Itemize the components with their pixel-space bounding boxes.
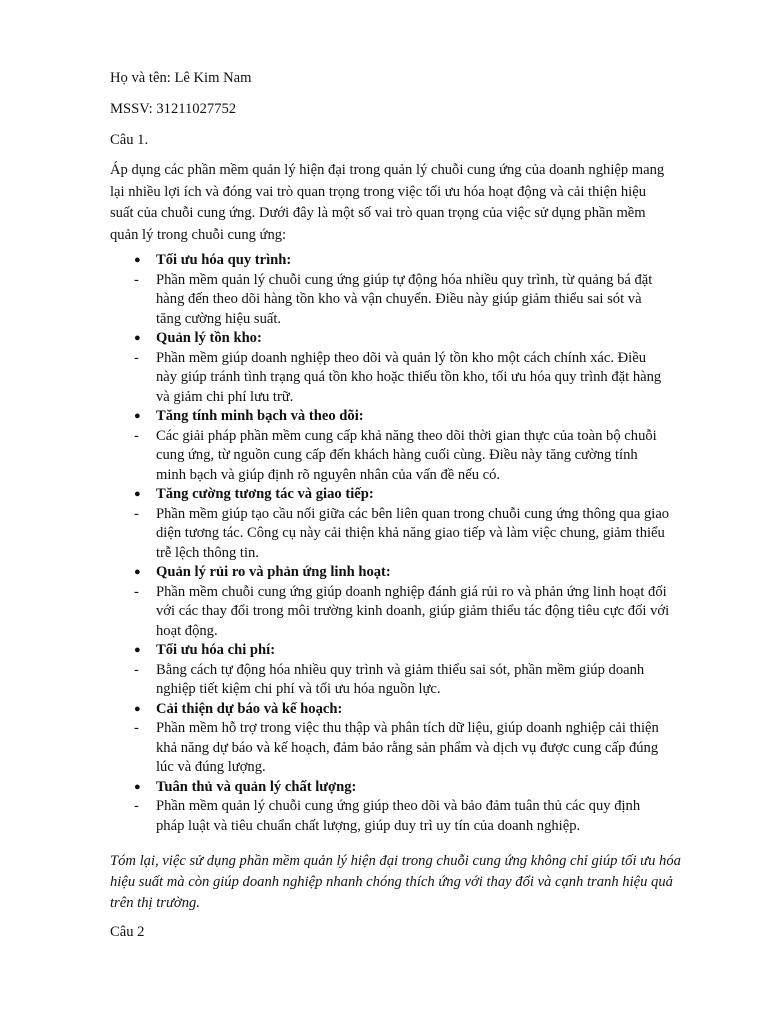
summary-paragraph: Tóm lại, việc sử dụng phần mềm quản lý hiện đại trong chuỗi cung ứng không chỉ giúp tối ưu hóa hiệu suất mà còn giúp doanh nghiệp nhanh chóng thích ứng với thay đổi và cạnh tranh hiệu quả trên thị trường.: [110, 853, 681, 911]
bullet-icon: ●: [134, 254, 141, 266]
item-title: Tuân thủ và quản lý chất lượng:: [156, 778, 357, 795]
dash-marker: -: [134, 720, 139, 736]
bullet-icon: ●: [134, 780, 141, 793]
dash-marker: -: [134, 427, 139, 444]
bullet-icon: ●: [134, 566, 141, 578]
dash-marker: -: [134, 583, 139, 600]
item-body: Phần mềm quản lý chuỗi cung ứng giúp tự động hóa nhiều quy trình, từ quảng bá đặt hàng đến theo dõi hàng tồn kho và vận chuyển. Điều này giúp giảm thiểu sai sót và tăng cường hiệu suất.: [156, 271, 653, 327]
list-item: [110, 778, 670, 837]
item-body: Bằng cách tự động hóa nhiều quy trình và giảm thiểu sai sót, phần mềm giúp doanh nghiệp tiết kiệm chi phí và tối ưu hóa nguồn lực.: [156, 661, 645, 697]
list-item: [110, 563, 670, 641]
item-body: Các giải pháp phần mềm cung cấp khả năng theo dõi thời gian thực của toàn bộ chuỗi cung ứng, từ nguồn cung cấp đến khách hàng cuối cùng. Điều này tăng cường tính minh bạch và giúp định rõ nguyên nhân của vấn đề nếu có.: [156, 427, 657, 483]
dash-marker: -: [134, 271, 139, 288]
dash-marker: -: [134, 349, 139, 366]
list-item: [110, 700, 670, 778]
bullet-icon: ●: [134, 332, 141, 344]
item-title: Cải thiện dự báo và kế hoạch:: [156, 700, 343, 717]
intro-paragraph: Áp dụng các phần mềm quản lý hiện đại trong quản lý chuỗi cung ứng của doanh nghiệp mang lại nhiều lợi ích và đóng vai trò quan trọng trong việc tối ưu hóa hoạt động và cải thiện hiệu suất của chuỗi cung ứng. Dưới đây là một số vai trò quan trọng của việc sử dụng phần mềm quản lý trong chuỗi cung ứng:: [110, 162, 665, 243]
student-name: Họ và tên: Lê Kim Nam: [110, 70, 252, 86]
item-title: Tối ưu hóa quy trình:: [156, 252, 292, 268]
question-1-heading: Câu 1.: [110, 132, 149, 148]
item-body: Phần mềm hỗ trợ trong việc thu thập và phân tích dữ liệu, giúp doanh nghiệp cải thiện khả năng dự báo và kế hoạch, đảm bảo rằng sản phẩm và dịch vụ được cung cấp đúng lúc và đúng lượng.: [156, 720, 659, 775]
item-body: Phần mềm giúp tạo cầu nối giữa các bên liên quan trong chuỗi cung ứng thông qua giao diện tương tác. Công cụ này cải thiện khả năng giao tiếp và làm việc chung, giảm thiểu trễ lệch thông tin.: [156, 505, 670, 561]
item-body: Phần mềm quản lý chuỗi cung ứng giúp theo dõi và bảo đảm tuân thủ các quy định pháp luật và tiêu chuẩn chất lượng, giúp duy trì uy tín của doanh nghiệp.: [156, 798, 641, 834]
item-title: Tăng tính minh bạch và theo dõi:: [156, 408, 364, 424]
dash-marker: -: [134, 798, 139, 814]
item-title: Tăng cường tương tác và giao tiếp:: [156, 486, 374, 502]
list-item: [110, 251, 670, 329]
bullet-icon: ●: [134, 644, 141, 656]
bullet-icon: ●: [134, 488, 141, 500]
dash-marker: -: [134, 505, 139, 522]
item-body: Phần mềm chuỗi cung ứng giúp doanh nghiệp đánh giá rủi ro và phản ứng linh hoạt đối với các thay đổi trong môi trường kinh doanh, giúp giảm thiểu tác động tiêu cực đối với hoạt động.: [156, 583, 670, 639]
item-title: Tối ưu hóa chi phí:: [156, 642, 276, 658]
bullet-icon: ●: [134, 410, 141, 422]
item-title: Quản lý rủi ro và phản ứng linh hoạt:: [156, 564, 391, 580]
item-body: Phần mềm giúp doanh nghiệp theo dõi và quản lý tồn kho một cách chính xác. Điều này giúp tránh tình trạng quá tồn kho hoặc thiếu tồn kho, tối ưu hóa quy trình đặt hàng và giảm chi phí lưu trữ.: [156, 349, 662, 405]
question-2-heading: Câu 2: [110, 924, 145, 940]
dash-marker: -: [134, 661, 139, 678]
list-item: [110, 641, 670, 700]
roles-list: [110, 251, 670, 836]
student-id: MSSV: 31211027752: [110, 101, 237, 117]
item-title: Quản lý tồn kho:: [156, 330, 262, 346]
list-item: [110, 329, 670, 407]
list-item: [110, 485, 670, 563]
bullet-icon: ●: [134, 702, 141, 715]
list-item: [110, 407, 670, 485]
